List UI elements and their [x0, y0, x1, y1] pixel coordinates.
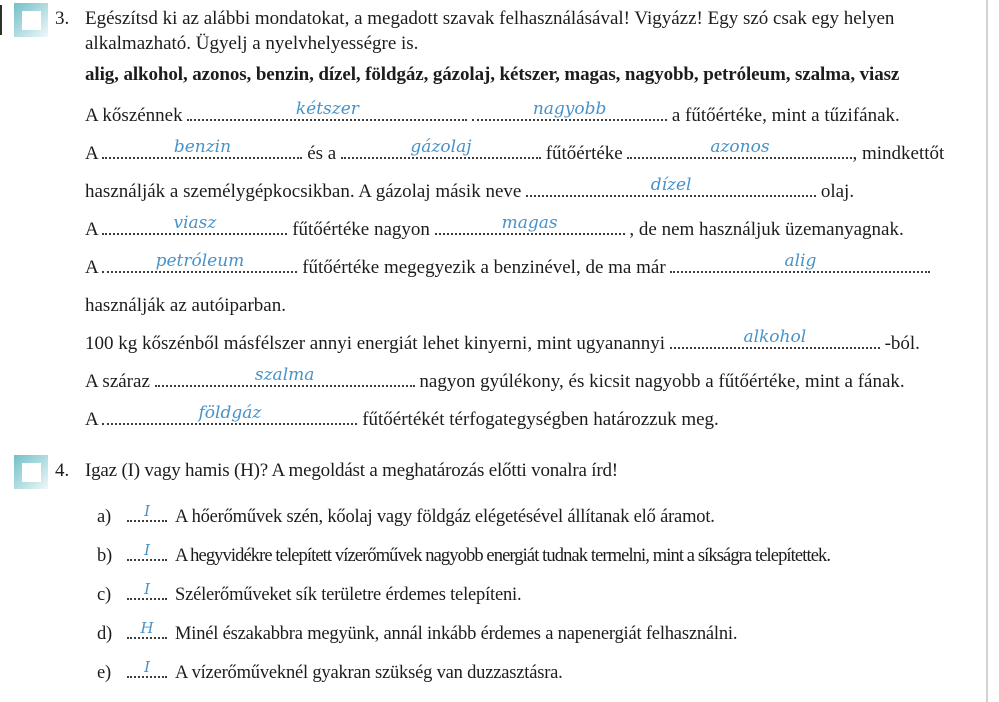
item-label: e) [97, 663, 111, 683]
item-label: c) [97, 585, 111, 605]
exercise3-lines [85, 97, 979, 439]
handwritten-answer: szalma [254, 365, 315, 385]
item-label: a) [97, 507, 111, 527]
handwritten-answer: benzin [173, 137, 232, 157]
dotted-blank [670, 251, 930, 273]
task-number-badge-inner [22, 11, 41, 30]
statement-text: Szélerőműveket sík területre érdemes telepíteni. [175, 585, 522, 605]
exercise-4-instructions: Igaz (I) vagy hamis (H)? A megoldást a meghatározás előtti vonalra írd! [85, 460, 618, 481]
exercise-4 [14, 455, 979, 693]
sentence-text: , de nem használjuk üzemanyagnak. [624, 219, 904, 240]
statement-text: A vízerőműveknél gyakran szükség van duzzasztásra. [175, 663, 563, 683]
statement-text: A hőerőművek szén, kőolaj vagy földgáz elégetésével állítanak elő áramot. [175, 507, 715, 527]
dotted-blank [472, 99, 667, 121]
handwritten-answer: gázolaj [410, 137, 472, 157]
exercise-4-number: 4. [55, 460, 70, 481]
sentence-text: A száraz [85, 371, 155, 392]
sentence-line [85, 211, 979, 249]
sentence-text: fűtőértéke megegyezik a benzinével, de ma már [297, 257, 671, 278]
handwritten-answer: petróleum [155, 251, 245, 271]
page-edge-line [986, 0, 988, 702]
sentence-text: és a [302, 143, 341, 164]
answer-blank [127, 541, 167, 561]
sentence-line [85, 325, 979, 363]
handwritten-answer: magas [501, 213, 558, 233]
dotted-blank [187, 99, 467, 121]
sentence-text: , mindkettőt [852, 143, 945, 164]
true-false-item [97, 576, 979, 615]
sentence-line [85, 401, 979, 439]
dotted-blank [627, 137, 852, 159]
handwritten-answer: alkohol [743, 327, 807, 347]
page-corner-mark [0, 5, 2, 35]
handwritten-answer: kétszer [295, 99, 359, 119]
sentence-text: olaj. [816, 181, 855, 202]
true-false-item [97, 537, 979, 576]
sentence-text: fűtőértékét térfogategységben határozzuk meg. [357, 409, 719, 430]
handwritten-answer: alig [784, 251, 817, 271]
sentence-line [85, 249, 979, 287]
sentence-text: használják a személygépkocsikban. A gázolaj másik neve [85, 181, 527, 202]
answer-blank [127, 580, 167, 600]
statement-text: Minél északabbra megyünk, annál inkább érdemes a napenergiát felhasználni. [175, 624, 738, 644]
sentence-line [85, 287, 979, 325]
dotted-blank [102, 213, 287, 235]
sentence-text: A [85, 409, 103, 430]
true-false-item [97, 615, 979, 654]
sentence-text: 100 kg kőszénből másfélszer annyi energiát lehet kinyerni, mint ugyanannyi [85, 333, 670, 354]
task-number-badge [14, 455, 48, 489]
exercise-3-header [14, 3, 979, 56]
answer-blank [127, 619, 167, 639]
task-number-badge-inner [22, 463, 41, 482]
dotted-blank [102, 403, 357, 425]
sentence-text: fűtőértéke nagyon [287, 219, 435, 240]
dotted-blank [102, 137, 302, 159]
true-false-item [97, 498, 979, 537]
handwritten-answer-letter: I [144, 580, 150, 598]
sentence-text: nagyon gyúlékony, és kicsit nagyobb a fűtőértéke, mint a fának. [414, 371, 905, 392]
handwritten-answer: azonos [710, 137, 770, 157]
exercise-4-header [14, 455, 979, 489]
instruction-line-1: Egészítsd ki az alábbi mondatokat, a megadott szavak felhasználásával! Vigyázz! Egy szó csak egy helyen [85, 8, 895, 29]
exercise-3 [14, 3, 979, 439]
sentence-line [85, 135, 979, 173]
dotted-blank [670, 327, 880, 349]
sentence-line [85, 97, 979, 135]
exercise-3-number: 3. [55, 8, 70, 29]
handwritten-answer-letter: I [144, 541, 150, 559]
sentence-line [85, 173, 979, 211]
sentence-line [85, 363, 979, 401]
word-bank: alig, alkohol, azonos, benzin, dízel, földgáz, gázolaj, kétszer, magas, nagyobb, petróleum, szalma, viasz [85, 64, 900, 85]
true-false-item [97, 654, 979, 693]
dotted-blank [526, 175, 816, 197]
dotted-blank [155, 365, 415, 387]
sentence-text: A [85, 257, 103, 278]
handwritten-answer-letter: I [144, 502, 150, 520]
item-label: b) [97, 546, 113, 566]
answer-blank [127, 502, 167, 522]
dotted-blank [435, 213, 625, 235]
item-label: d) [97, 624, 113, 644]
exercise4-items [97, 498, 979, 693]
handwritten-answer-letter: H [140, 619, 154, 637]
sentence-text: használják az autóiparban. [85, 295, 286, 316]
task-number-badge [14, 3, 48, 37]
answer-blank [127, 658, 167, 678]
sentence-text: A kőszénnek [85, 105, 188, 126]
sentence-text: A [85, 143, 103, 164]
sentence-text: A [85, 219, 103, 240]
handwritten-answer: nagyobb [532, 99, 607, 119]
handwritten-answer: földgáz [198, 403, 262, 423]
sentence-text: -ból. [879, 333, 920, 354]
instruction-line-2: alkalmazható. Ügyelj a nyelvhelyességre is. [85, 33, 419, 54]
handwritten-answer: viasz [173, 213, 217, 233]
dotted-blank [102, 251, 297, 273]
exercise-3-instructions [85, 3, 894, 56]
sentence-text: a fűtőértéke, mint a tűzifának. [667, 105, 900, 126]
handwritten-answer: dízel [650, 175, 692, 195]
dotted-blank [341, 137, 541, 159]
statement-text: A hegyvidékre telepített vízerőművek nagyobb energiát tudnak termelni, mint a síkságra telepítettek. [175, 546, 831, 566]
handwritten-answer-letter: I [144, 658, 150, 676]
sentence-text: fűtőértéke [540, 143, 628, 164]
